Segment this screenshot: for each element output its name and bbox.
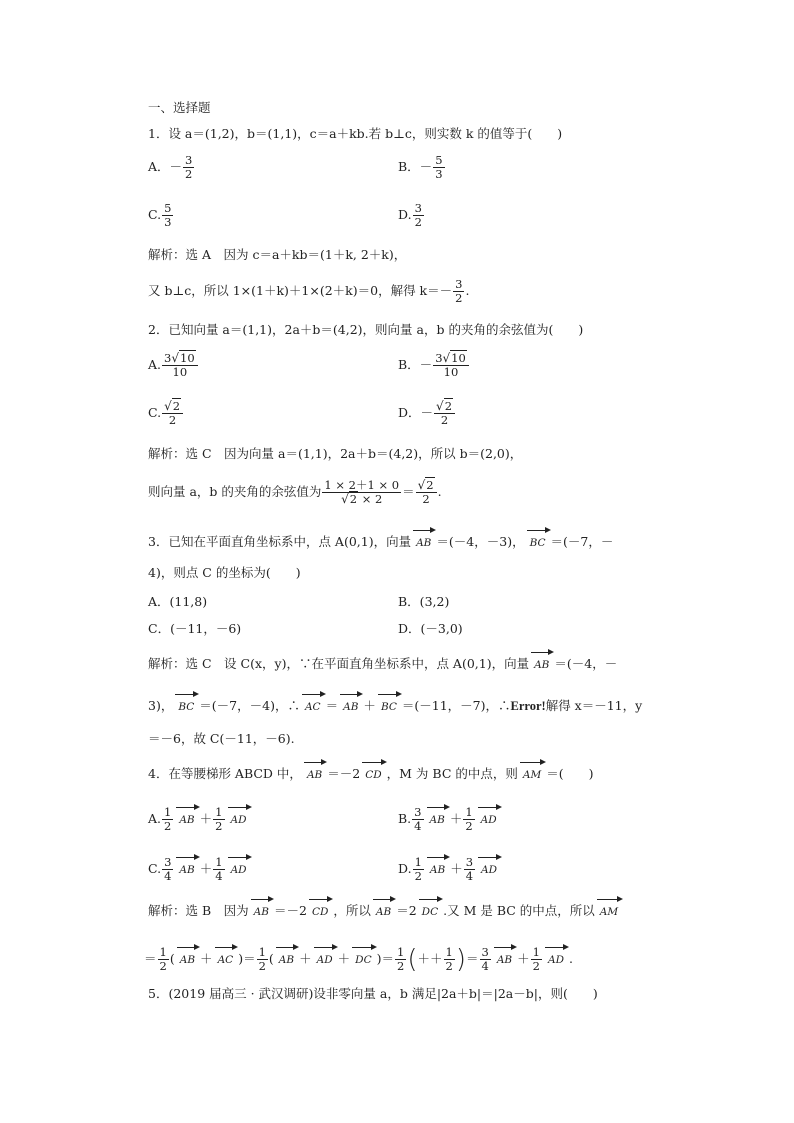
q1-option-c: C. $\frac{5}{3}$: [148, 201, 172, 229]
q3-solution-line1: 解析：选 C 设 C(x，y)，∵在平面直角坐标系中，点 A(0,1)，向量 AB ＝(－4，－: [148, 656, 618, 671]
q1-solution-line1: 解析：选 A 因为 c＝a＋kb＝(1＋k, 2＋k)，: [148, 247, 407, 262]
q3-stem-line2: 4)，则点 C 的坐标为( ): [148, 565, 301, 580]
q5-stem: 5．(2019 届高三 · 武汉调研)设非零向量 a，b 满足|2a＋b|＝|2a－b|，则( ): [148, 986, 598, 1001]
vector-am: AM: [520, 767, 544, 783]
q4-option-b: B. $\frac{3}{4}$ AB ＋ $\frac{1}{2}$ AD: [398, 806, 502, 833]
q4-option-a: A. $\frac{1}{2}$ AB ＋ $\frac{1}{2}$ AD: [148, 806, 252, 833]
q3-solution-line3: ＝－6，故 C(－11，－6).: [148, 731, 295, 746]
vector-ab: AB: [531, 657, 552, 673]
q3-option-a: A．(11,8): [148, 594, 208, 609]
vector-ab: AB: [304, 767, 325, 783]
q2-solution-line2: 则向量 a，b 的夹角的余弦值为 $\frac{1 \times 2+1 \times 0}{√2 \times 2}$ ＝ $\frac{√2}{2}$ .: [148, 478, 442, 506]
vector-cd: CD: [362, 767, 384, 783]
vector-bc: BC: [378, 699, 400, 715]
q3-stem-line1: 3．已知在平面直角坐标系中，点 A(0,1)，向量 AB ＝(－4，－3)， BC ＝(－7，－: [148, 534, 614, 549]
q3-solution-line2: 3)， BC ＝(－7，－4)，∴ AC ＝ AB ＋ BC ＝(－11，－7)，∴Error!解得 x＝－11，y: [148, 698, 643, 713]
q4-solution-line2: ＝ $\frac{1}{2}$ ( AB ＋ AC )＝ $\frac{1}{2}$ ( AB ＋ AD ＋ DC )＝ $\frac{1}{2}$ (＋＋ $\frac{1}{2}$ )＝ $\frac{3}{4}$ AB ＋ $\frac{1}{2}$ AD .: [144, 944, 573, 975]
q4-solution-line1: 解析：选 B 因为 AB ＝－2 CD ，所以 AB ＝2 DC .又 M 是 BC 的中点，所以 AM: [148, 903, 623, 920]
vector-ac: AC: [302, 699, 324, 715]
q3-option-d: D．(－3,0): [398, 621, 463, 636]
error-text: Error!: [510, 699, 546, 713]
vector-ab: AB: [340, 699, 361, 715]
q2-option-b: B．－ $\frac{3√10}{10}$: [398, 352, 470, 379]
section-title: 一、选择题: [148, 100, 211, 115]
q2-solution-line1: 解析：选 C 因为向量 a＝(1,1)，2a＋b＝(4,2)，所以 b＝(2,0)，: [148, 446, 523, 461]
vector-bc: BC: [527, 535, 549, 551]
q3-option-b: B．(3,2): [398, 594, 450, 609]
q1-option-a: A．－ $\frac{3}{2}$: [148, 153, 193, 181]
q4-stem: 4．在等腰梯形 ABCD 中， AB ＝－2 CD ，M 为 BC 的中点，则 AM ＝( ): [148, 766, 594, 781]
q1-option-d: D. $\frac{3}{2}$: [398, 201, 422, 229]
vector-bc: BC: [175, 699, 197, 715]
q2-option-d: D．－ $\frac{√2}{2}$: [398, 400, 456, 427]
q4-option-c: C. $\frac{3}{4}$ AB ＋ $\frac{1}{4}$ AD: [148, 856, 252, 883]
q1-solution-line2: 又 b⊥c，所以 1×(1＋k)＋1×(2＋k)＝0，解得 k＝－ $\frac{3}{2}$ .: [148, 277, 470, 305]
q2-option-c: C. $\frac{√2}{2}$: [148, 400, 184, 427]
q4-option-d: D. $\frac{1}{2}$ AB ＋ $\frac{3}{4}$ AD: [398, 856, 502, 883]
q2-stem: 2．已知向量 a＝(1,1)，2a＋b＝(4,2)，则向量 a，b 的夹角的余弦值为( ): [148, 322, 584, 337]
q1-stem: 1．设 a＝(1,2)，b＝(1,1)，c＝a＋kb.若 b⊥c，则实数 k 的值等于( ): [148, 126, 563, 141]
q3-option-c: C．(－11，－6): [148, 621, 242, 636]
vector-ab: AB: [413, 535, 434, 551]
q1-option-b: B．－ $\frac{5}{3}$: [398, 153, 443, 181]
q2-option-a: A. $\frac{3√10}{10}$: [148, 352, 199, 379]
